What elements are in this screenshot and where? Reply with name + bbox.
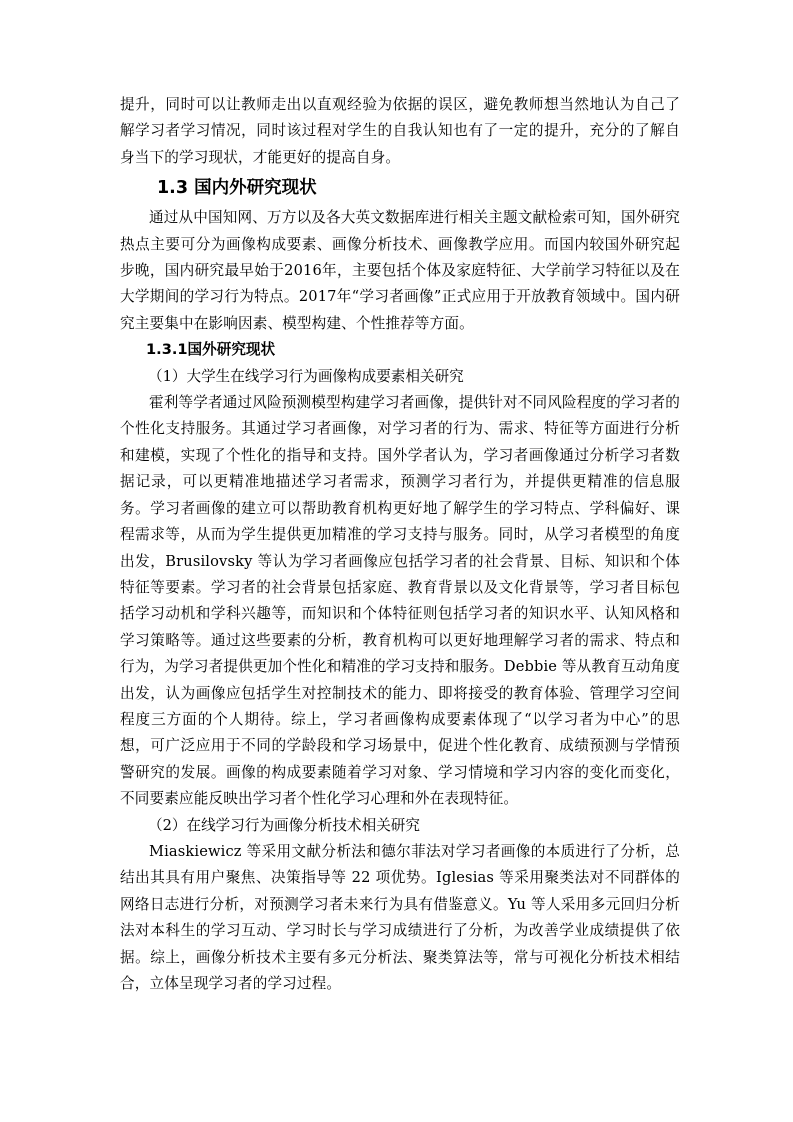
section-heading: 1.3 国内外研究现状: [157, 178, 317, 199]
subsection-heading: 1.3.1国外研究现状: [146, 341, 276, 359]
paragraph-section-overview: 通过从中国知网、万方以及各大英文数据库进行相关主题文献检索可知，国外研究热点主要可分为画像构成要素、画像分析技术、画像教学应用。而国内较国外研究起步晚，国内研究最早始于2016年，主要包括个体及家庭特征、大学前学习特征以及在大学期间的学习行为特点。2017年“学习者画像”正式应用于开放教育领域中。国内研究主要集中在影响因素、模型构建、个性推荐等方面。: [120, 209, 680, 332]
document-body: [120, 92, 680, 997]
paragraph-intro: 提升，同时可以让教师走出以直观经验为依据的误区，避免教师想当然地认为自己了解学习者学习情况，同时该过程对学生的自我认知也有了一定的提升，充分的了解自身当下的学习现状，才能更好的提高自身。: [120, 96, 680, 166]
paragraph-topic2: Miaskiewicz 等采用文献分析法和德尔菲法对学习者画像的本质进行了分析，总结出其具有用户聚焦、决策指导等 22 项优势。Iglesias 等采用聚类法对不同群体的网络日志进行分析，对预测学习者未来行为具有借鉴意义。Yu 等人采用多元回归分析法对本科生的学习互动、学习时长与学习成绩进行了分析，为改善学业成绩提供了依据。综上，画像分析技术主要有多元分析法、聚类算法等，常与可视化分析技术相结合，立体呈现学习者的学习过程。: [120, 842, 680, 992]
topic2-heading: （2）在线学习行为画像分析技术相关研究: [148, 816, 420, 834]
topic1-heading: （1）大学生在线学习行为画像构成要素相关研究: [148, 367, 464, 385]
paragraph-topic1: 霍利等学者通过风险预测模型构建学习者画像，提供针对不同风险程度的学习者的个性化支持服务。其通过学习者画像，对学习者的行为、需求、特征等方面进行分析和建模，实现了个性化的指导和支持。国外学者认为，学习者画像通过分析学习者数据记录，可以更精准地描述学习者需求，预测学习者行为，并提供更精准的信息服务。学习者画像的建立可以帮助教育机构更好地了解学生的学习特点、学科偏好、课程需求等，从而为学生提供更加精准的学习支持与服务。同时，从学习者模型的角度出发，Brusilovsky 等认为学习者画像应包括学习者的社会背景、目标、知识和个体特征等要素。学习者的社会背景包括家庭、教育背景以及文化背景等，学习者目标包括学习动机和学科兴趣等，而知识和个体特征则包括学习者的知识水平、认知风格和学习策略等。通过这些要素的分析，教育机构可以更好地理解学习者的需求、特点和行为，为学习者提供更加个性化和精准的学习支持和服务。Debbie 等从教育互动角度出发，认为画像应包括学生对控制技术的能力、即将接受的教育体验、管理学习空间程度三方面的个人期待。综上，学习者画像构成要素体现了“以学习者为中心”的思想，可广泛应用于不同的学龄段和学习场景中，促进个性化教育、成绩预测与学情预警研究的发展。画像的构成要素随着学习对象、学习情境和学习内容的变化而变化，不同要素应能反映出学习者个性化学习心理和外在表现特征。: [120, 394, 680, 808]
